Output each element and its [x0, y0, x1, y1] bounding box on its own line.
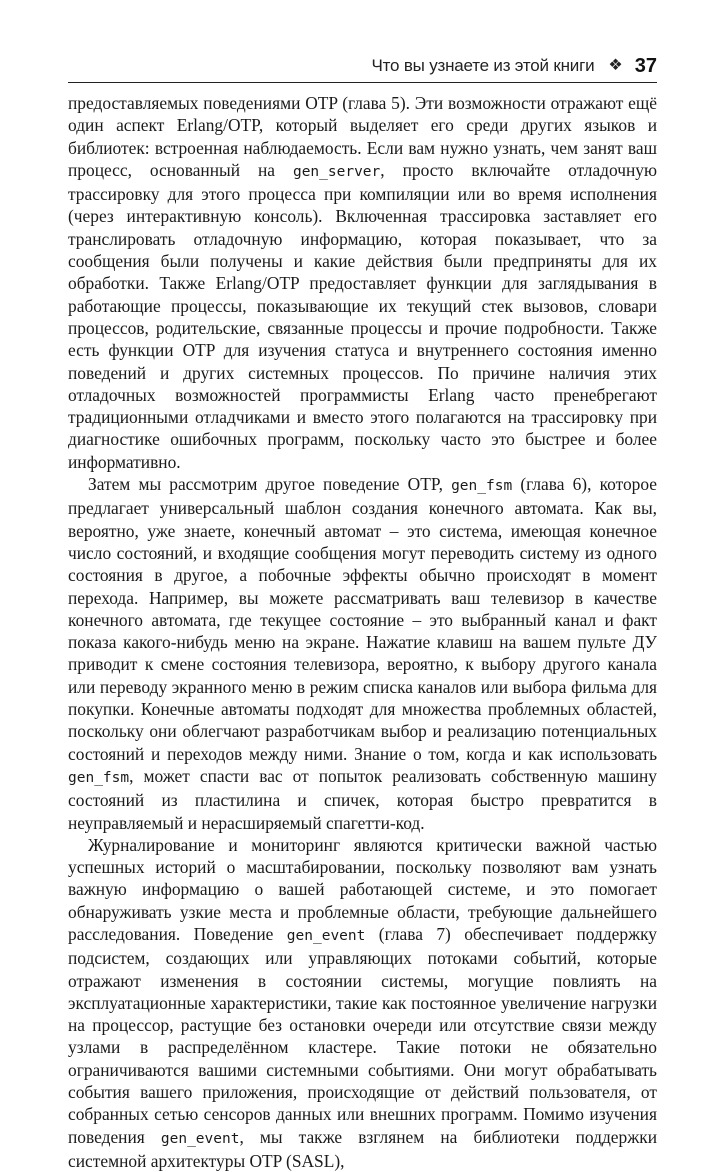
- text-run: Затем мы рассмотрим другое поведение OTP,: [88, 474, 452, 495]
- paragraph-2: [68, 473, 657, 834]
- body-text: [68, 92, 657, 1172]
- text-run: (глава 7) обеспечивает поддержку подсистем, создающих или управляющих потоками событий, которые отражают изменения в состоянии системы, могущие повлиять на эксплуатационные характеристики, такие как постоянное увеличение нагрузки на процессор, растущие без остановки очереди или отсутствие связи между узлами в распределённом кластере. Такие потоки не обязательно ограничиваются вашими системными событиями. Они могут обрабатывать события вашего приложения, происходящие от действий пользователя, от собранных сетью сенсоров данных или внешних программ. Помимо изучения поведения: [68, 923, 658, 1147]
- running-header: [68, 50, 657, 83]
- inline-code: gen_fsm: [451, 478, 513, 495]
- page-number: 37: [634, 54, 657, 77]
- inline-code: gen_event: [286, 927, 366, 944]
- text-run: , может спасти вас от попыток реализовать собственную машину состояний из пластилина и спичек, которая быстро превратится в неуправляемый и нерасширяемый спагетти-код.: [68, 765, 657, 833]
- inline-code: gen_server: [292, 163, 381, 180]
- text-run: (глава 6), которое предлагает универсальный шаблон создания конечного автомата. Как вы, вероятно, уже знаете, конечный автомат – это система, имеющая конечное число состояний, и входящие сообщения могут переводить систему из одного состояния в другое, а побочные эффекты обычно происходят в момент перехода. Например, вы можете рассматривать ваш телевизор в качестве конечного автомата, где текущее состояние – это выбранный канал и факт показа какого-нибудь меню на экране. Нажатие клавиш на вашем пульте ДУ приводит к смене состояния телевизора, вероятно, к выбору другого канала или переводу экранного меню в режим списка каналов или выбора фильма для покупки. Конечные автоматы подходят для множества проблемных областей, поскольку они облегчают разработчикам выбор и реализацию потенциальных состояний и переходов между ними. Знание о том, когда и как использовать: [68, 474, 657, 764]
- paragraph-1: [68, 92, 657, 473]
- header-title: Что вы узнаете из этой книги: [371, 56, 595, 75]
- paragraph-3: [68, 834, 657, 1172]
- text-run: , просто включайте отладочную трассировку для этого процесса при компиляции или во время исполнения (через интерактивную консоль). Включенная трассировка заставляет его транслировать отладочную информацию, которая показывает, что за сообщения были получены и какие действия были предприняты для их обработки. Также Erlang/OTP предоставляет функции для заглядывания в работающие процессы, показывающие их текущий стек вызовов, словари процессов, родительские, связанные процессы и прочие подробности. Также есть функции OTP для изучения статуса и внутреннего состояния именно поведений и других системных процессов. По причине наличия этих отладочных возможностей программисты Erlang часто пренебрегают традиционными отладчиками и вместо этого полагаются на трассировку при диагностике ошибочных программ, поскольку часто это быстрее и более информативно.: [68, 159, 657, 472]
- inline-code: gen_event: [160, 1130, 240, 1147]
- text-run: Журналирование и мониторинг являются критически важной частью успешных историй о масштабировании, поскольку позволяют вам узнать важную информацию о вашей работающей системе, и это помогает обнаруживать узкие места и проблемные области, требующие дальнейшего расследования. Поведение: [68, 834, 657, 944]
- text-run: , мы также взглянем на библиотеки поддержки системной архитектуры OTP (SASL),: [68, 1126, 657, 1171]
- inline-code: gen_fsm: [68, 769, 130, 786]
- text-run: предоставляемых поведениями OTP (глава 5). Эти возможности отражают ещё один аспект Erlang/OTP, который выделяет его среди других языков и библиотек: встроенная наблюдаемость. Если вам нужно узнать, чем занят ваш процесс, основанный на: [68, 93, 657, 180]
- diamond-ornament-icon: ❖: [608, 57, 623, 74]
